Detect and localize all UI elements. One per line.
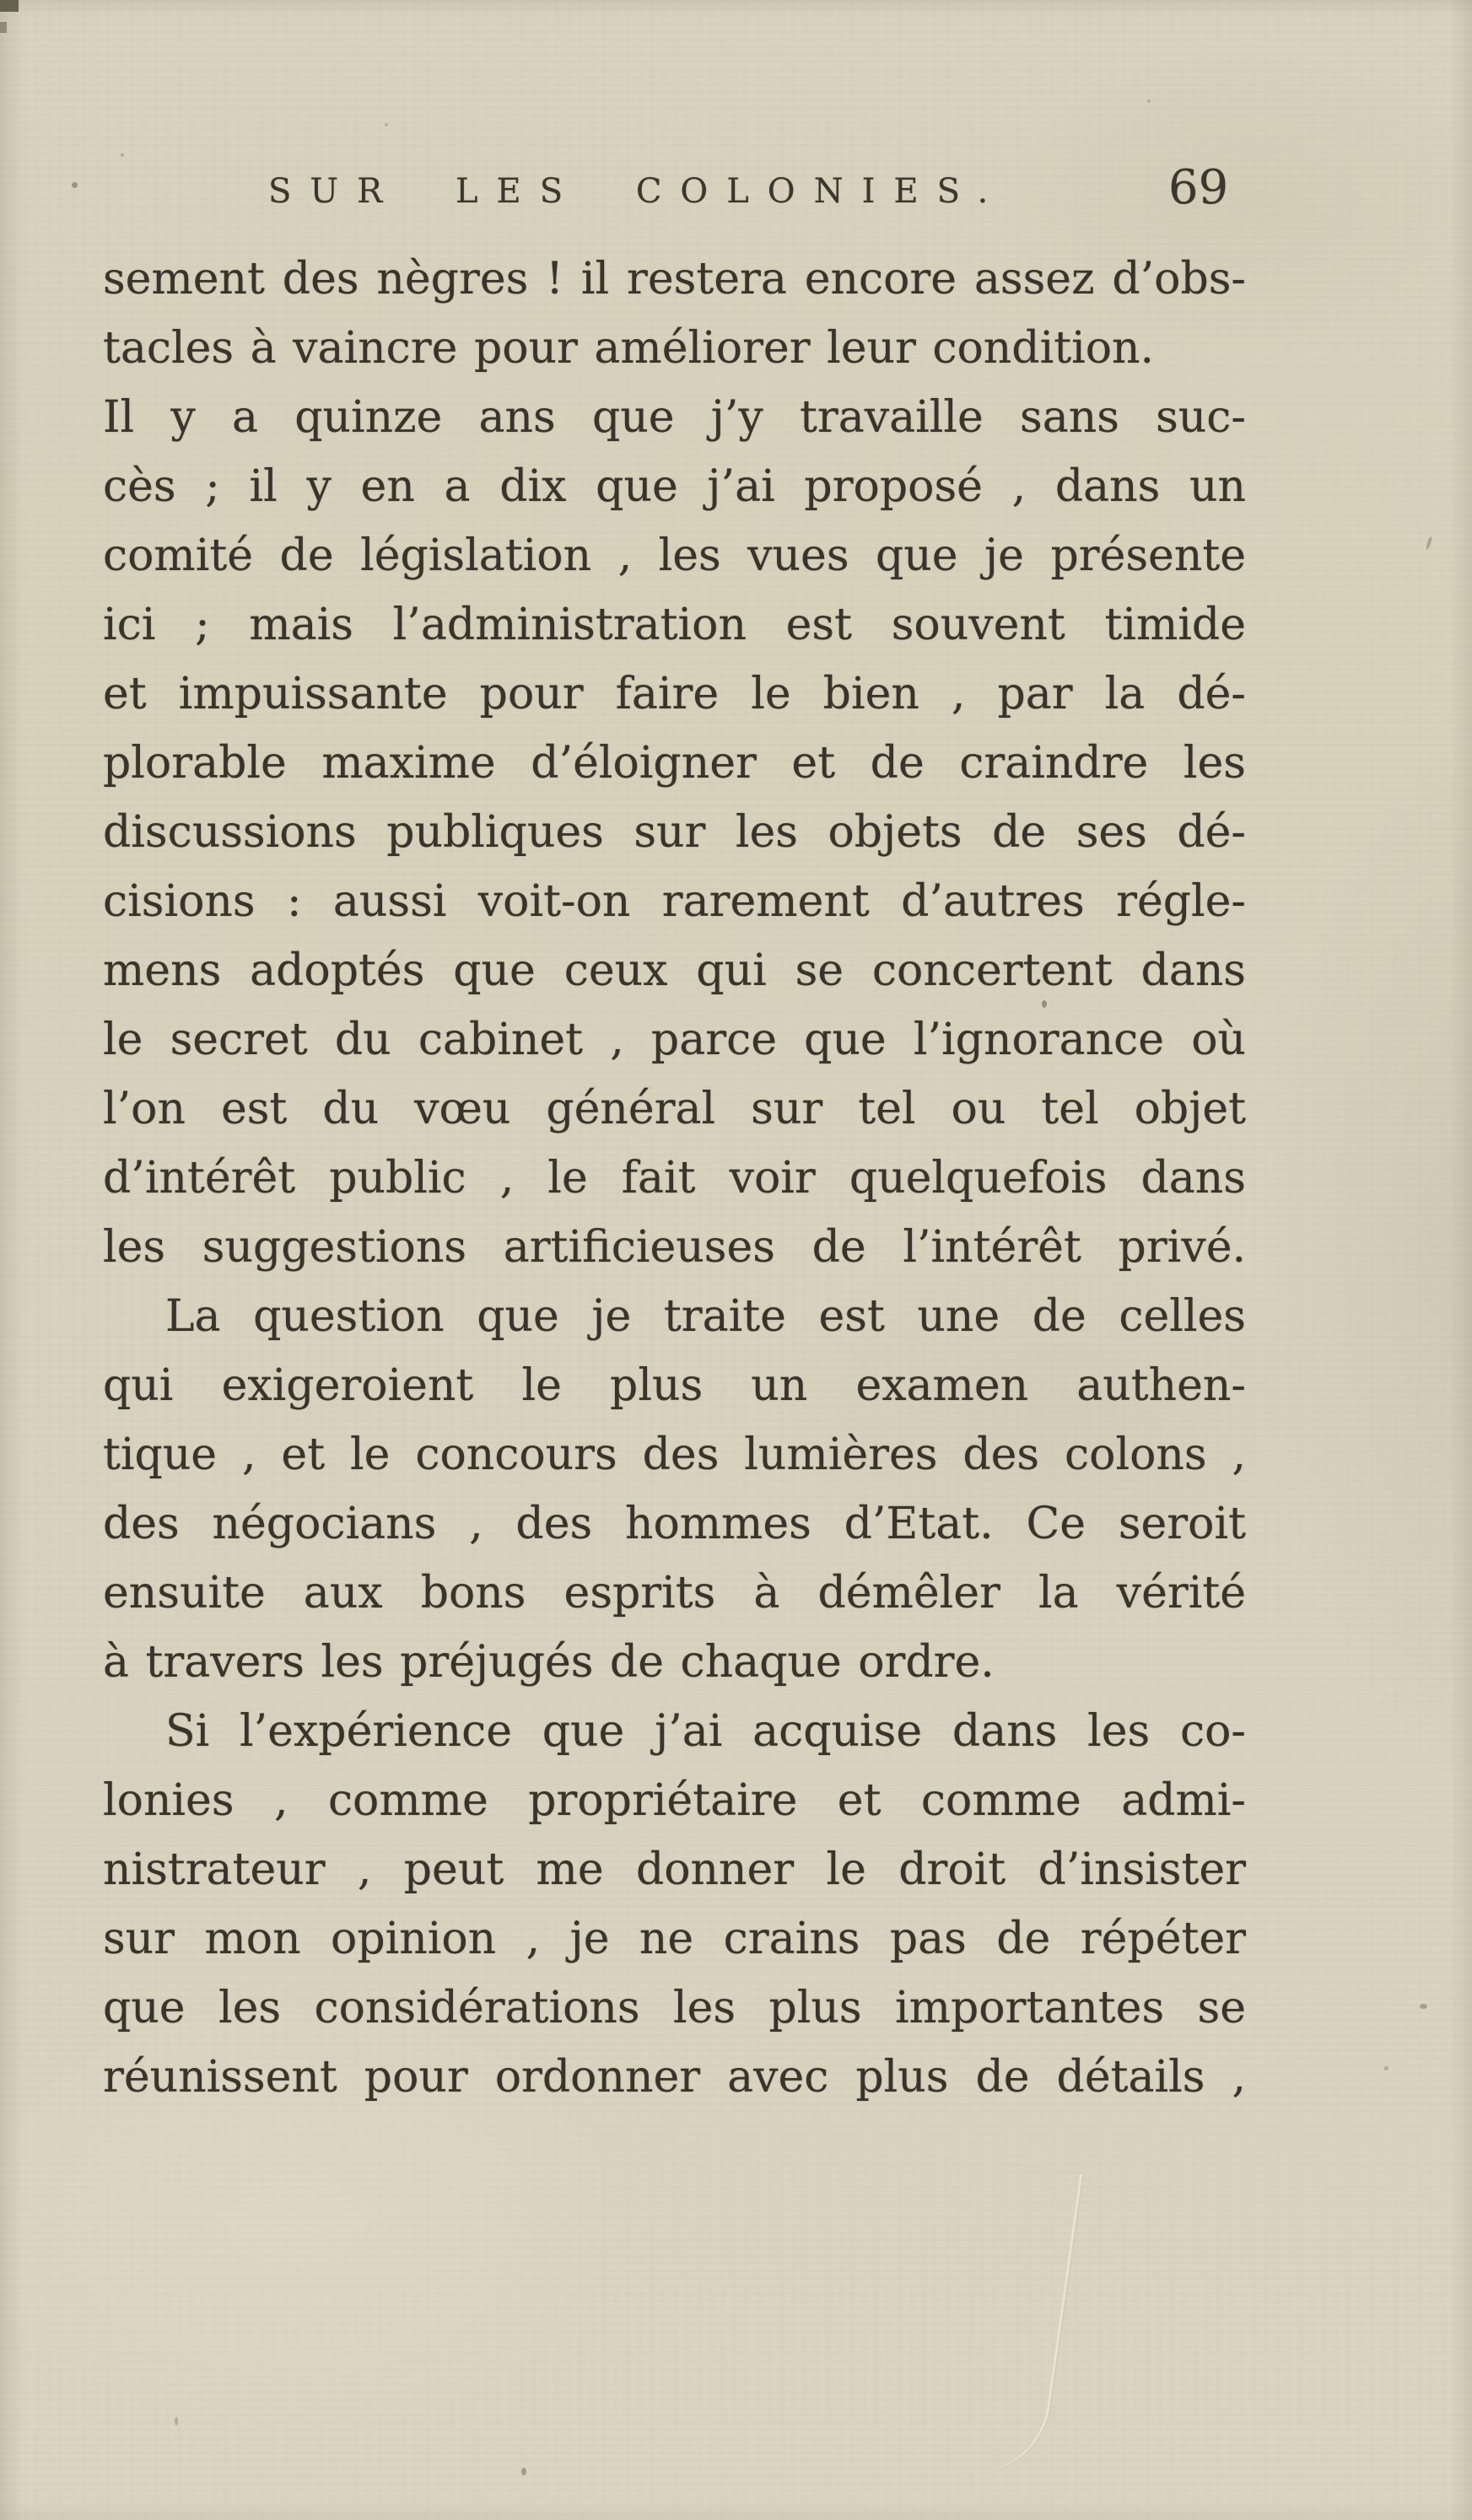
text-line: nistrateur , peut me donner le droit d’insister — [103, 1844, 1246, 1895]
page-header — [0, 160, 1472, 226]
text-line: plorable maxime d’éloigner et de craindre les — [103, 738, 1246, 789]
text-line: le secret du cabinet , parce que l’ignorance où — [103, 1015, 1246, 1065]
text-line: qui exigeroient le plus un examen authen- — [103, 1360, 1246, 1411]
text-line: ensuite aux bons esprits à démêler la vérité — [103, 1568, 1246, 1618]
text-line: tique , et le concours des lumières des colons , — [103, 1430, 1246, 1480]
scan-corner-mark-small — [0, 22, 7, 33]
page-number: 69 — [1168, 160, 1229, 215]
paper-crease — [962, 2163, 1083, 2483]
text-line: réunissent pour ordonner avec plus de détails , — [103, 2052, 1246, 2103]
text-line: les suggestions artificieuses de l’intérêt privé. — [103, 1222, 1246, 1273]
paper-speck — [1426, 536, 1433, 550]
paper-speck — [1384, 2066, 1388, 2070]
text-line: comité de législation , les vues que je présente — [103, 530, 1246, 581]
text-line: ici ; mais l’administration est souvent timide — [103, 600, 1246, 650]
text-line: l’on est du vœu général sur tel ou tel objet — [103, 1084, 1246, 1134]
text-line: sement des nègres ! il restera encore assez d’obs- — [103, 254, 1246, 304]
paper-speck — [1420, 2004, 1427, 2009]
paper-speck — [175, 2417, 178, 2426]
text-line: d’intérêt public , le fait voir quelquefois dans — [103, 1153, 1246, 1203]
scan-corner-mark — [0, 0, 19, 12]
text-line: sur mon opinion , je ne crains pas de répéter — [103, 1914, 1246, 1964]
text-line: tacles à vaincre pour améliorer leur condition. — [103, 323, 1155, 374]
text-line: cès ; il y en a dix que j’ai proposé , dans un — [103, 461, 1246, 512]
paper-speck — [385, 123, 388, 127]
text-line: des négocians , des hommes d’Etat. Ce seroit — [103, 1499, 1246, 1549]
text-line: que les considérations les plus importantes se — [103, 1983, 1246, 2033]
text-line: discussions publiques sur les objets de ses dé- — [103, 807, 1246, 858]
text-line: Si l’expérience que j’ai acquise dans les co- — [165, 1706, 1246, 1757]
text-line: et impuissante pour faire le bien , par la dé- — [103, 669, 1246, 719]
text-line: cisions : aussi voit-on rarement d’autres régle- — [103, 876, 1246, 927]
paper-speck — [521, 2468, 526, 2475]
paper-speck — [121, 153, 124, 157]
text-block — [103, 245, 1246, 2112]
text-line: mens adoptés que ceux qui se concertent dans — [103, 945, 1246, 996]
running-title: SUR LES COLONIES. — [268, 172, 1007, 211]
text-line: lonies , comme propriétaire et comme admi- — [103, 1775, 1246, 1826]
paper-speck — [1147, 100, 1151, 103]
text-line: à travers les préjugés de chaque ordre. — [103, 1637, 995, 1688]
text-line: La question que je traite est une de celles — [165, 1291, 1246, 1342]
text-line: Il y a quinze ans que j’y travaille sans suc- — [103, 392, 1246, 443]
